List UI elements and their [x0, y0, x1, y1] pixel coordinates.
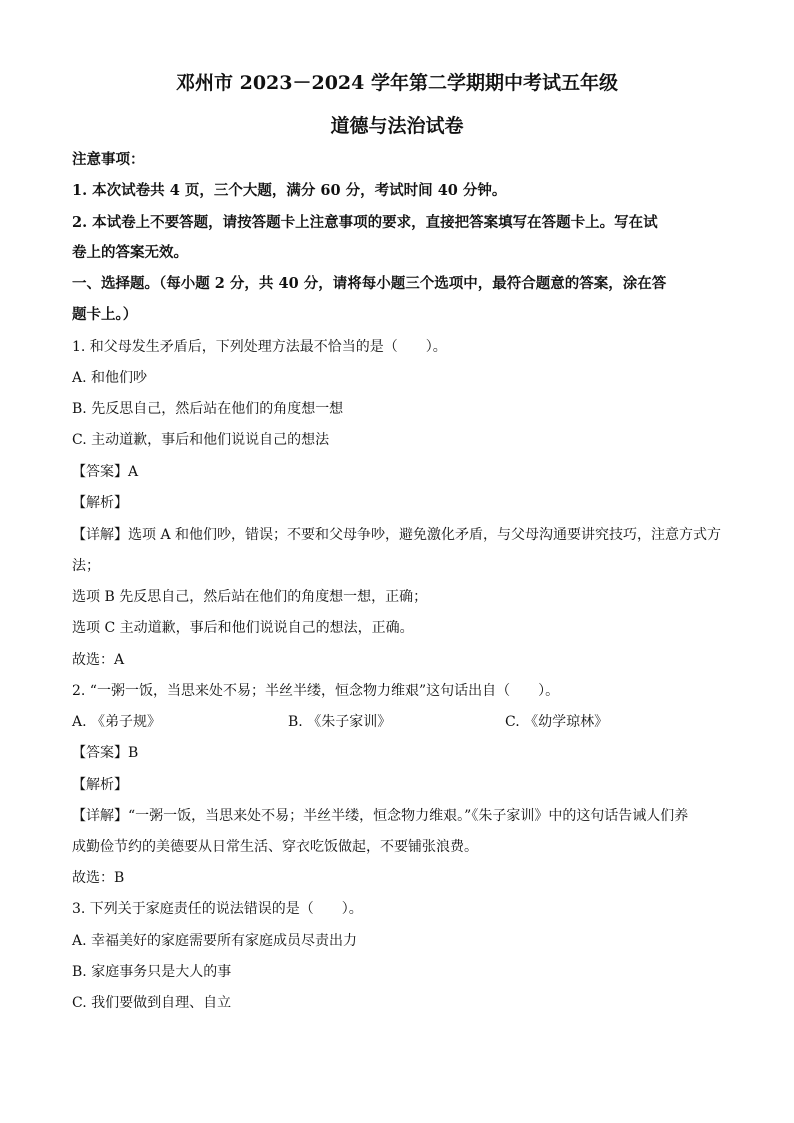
notes-item-1: 1. 本次试卷共 4 页，三个大题，满分 60 分，考试时间 40 分钟。 [72, 182, 507, 199]
q1-analysis-label: 【解析】 [72, 495, 128, 511]
q2-detail-line-2: 成勤俭节约的美德要从日常生活、穿衣吃饭做起，不要铺张浪费。 [72, 839, 478, 855]
detail-label: 【详解】 [72, 808, 128, 824]
q2-stem: 2. “一粥一饭，当思来处不易；半丝半缕，恒念物力维艰”这句话出自（ ）。 [72, 683, 560, 699]
q2-option-b: B. 《朱子家训》 [288, 714, 392, 730]
q3-option-a: A. 幸福美好的家庭需要所有家庭成员尽责出力 [72, 933, 358, 949]
detail-text: 选项 A 和他们吵，错误；不要和父母争吵，避免激化矛盾，与父母沟通要讲究技巧，注意方式方 [128, 527, 722, 543]
notes-item-2-line-1: 2. 本试卷上不要答题，请按答题卡上注意事项的要求，直接把答案填写在答题卡上。写在试 [72, 214, 658, 231]
q1-answer [72, 462, 138, 482]
page-title: 邓州市 2023－2024 学年第二学期期中考试五年级 [176, 72, 618, 94]
section-heading-line-1: 一、选择题。（每小题 2 分，共 40 分，请将每小题三个选项中，最符合题意的答案，涂在答 [72, 275, 667, 292]
q3-option-b: B. 家庭事务只是大人的事 [72, 964, 232, 980]
q1-option-c: C. 主动道歉，事后和他们说说自己的想法 [72, 432, 330, 448]
q1-detail-line-1 [72, 525, 721, 545]
q1-stem: 1. 和父母发生矛盾后，下列处理方法最不恰当的是（ ）。 [72, 339, 447, 355]
q1-detail-line-2: 法； [72, 558, 100, 574]
notes-heading: 注意事项： [72, 151, 145, 168]
q1-option-a: A. 和他们吵 [72, 370, 148, 386]
q1-detail-line-3: 选项 B 先反思自己，然后站在他们的角度想一想，正确； [72, 589, 428, 605]
answer-value: A [128, 464, 139, 480]
answer-label: 【答案】 [72, 745, 128, 761]
answer-label: 【答案】 [72, 464, 128, 480]
page-subtitle: 道德与法治试卷 [330, 115, 464, 137]
q3-stem: 3. 下列关于家庭责任的说法错误的是（ ）。 [72, 901, 363, 917]
notes-item-2-line-2: 卷上的答案无效。 [72, 244, 188, 261]
q2-options [72, 712, 732, 732]
detail-label: 【详解】 [72, 527, 128, 543]
section-heading-line-2: 题卡上。） [72, 306, 138, 323]
q2-choice: 故选：B [72, 870, 125, 886]
q2-option-c: C. 《幼学琼林》 [505, 714, 609, 730]
q2-detail-line-1 [72, 806, 688, 826]
q1-option-b: B. 先反思自己，然后站在他们的角度想一想 [72, 401, 344, 417]
q2-answer [72, 743, 138, 763]
detail-text: “一粥一饭，当思来处不易；半丝半缕，恒念物力维艰。”《朱子家训》中的这句话告诫人们养 [128, 808, 689, 824]
answer-value: B [128, 745, 139, 761]
q2-analysis-label: 【解析】 [72, 777, 128, 793]
q3-option-c: C. 我们要做到自理、自立 [72, 995, 232, 1011]
q1-detail-line-4: 选项 C 主动道歉，事后和他们说说自己的想法，正确。 [72, 620, 414, 636]
q1-choice: 故选：A [72, 652, 125, 668]
q2-option-a: A. 《弟子规》 [72, 714, 162, 730]
